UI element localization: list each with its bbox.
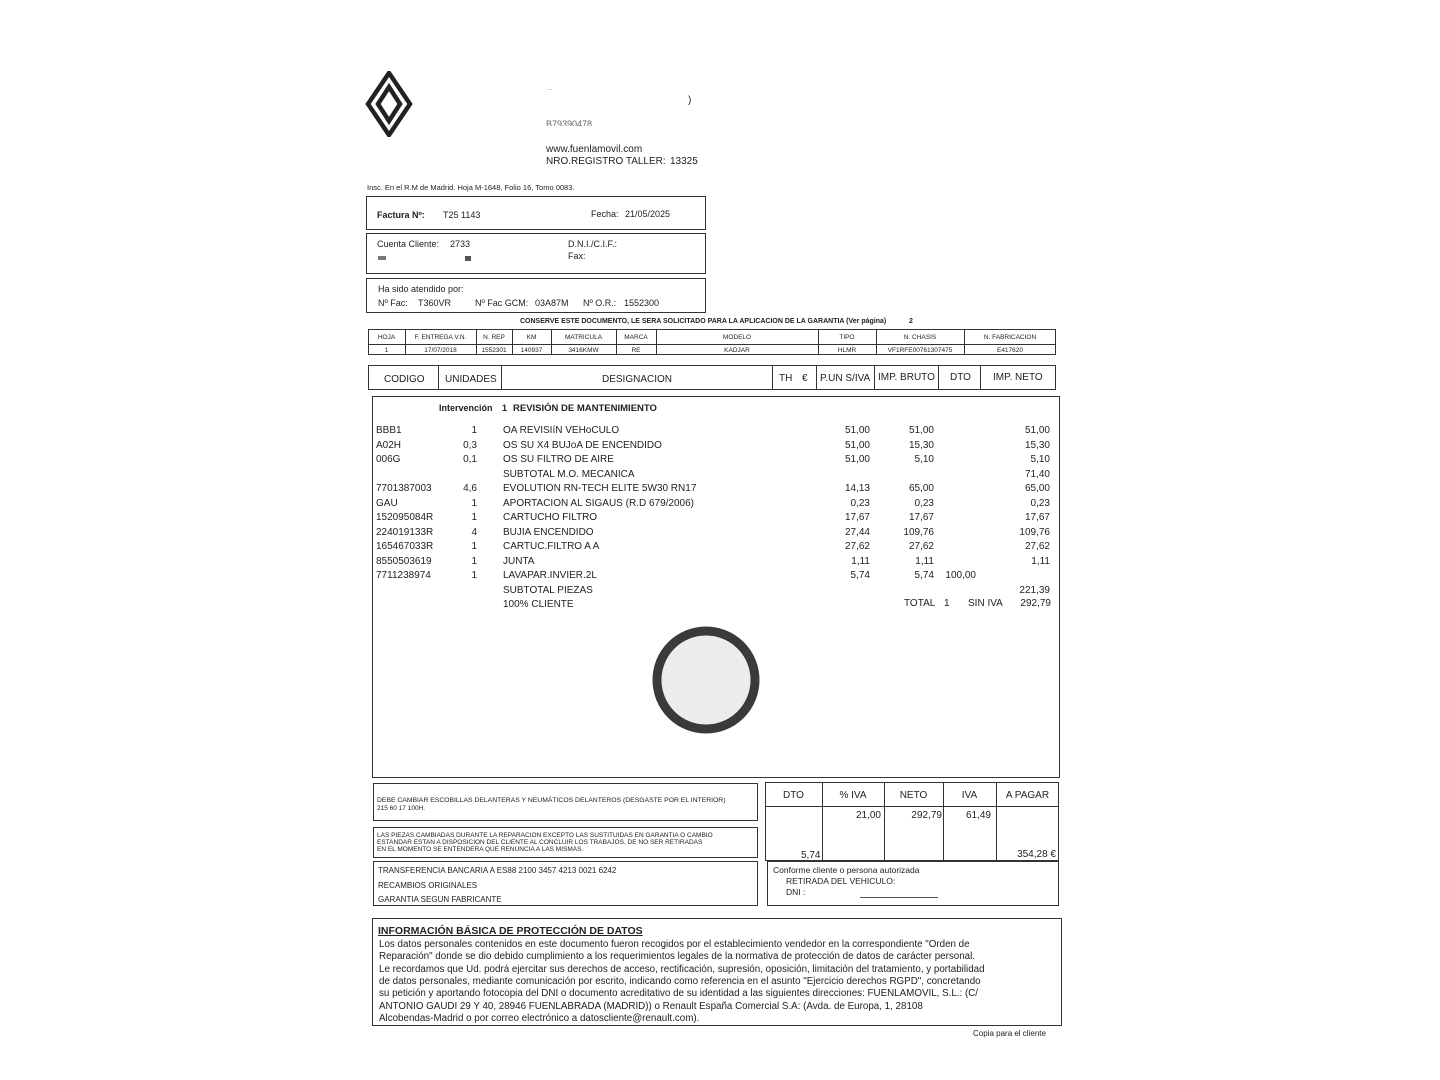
copy-label: Copia para el cliente xyxy=(973,1029,1046,1038)
invoice-date: 21/05/2025 xyxy=(625,209,671,219)
summary-dto: 5,74 xyxy=(801,850,821,861)
line-units: 1 xyxy=(471,570,477,581)
vehicle-header-8: N. CHASIS xyxy=(903,334,937,341)
line-dto: 100,00 xyxy=(945,570,976,581)
vehicle-header-9: N. FABRICACION xyxy=(983,334,1037,341)
fac-value: T360VR xyxy=(418,298,452,308)
vehicle-value-0: 1 xyxy=(384,347,389,354)
line-units: 0,1 xyxy=(463,454,477,465)
vehicle-value-7: HLMR xyxy=(837,347,857,354)
privacy-line: ANTONIO GAUDI 29 Y 40, 28946 FUENLABRADA (MADRID)) o Renault España Comercial S.A: (Avda. de Europa, 1, 28108 xyxy=(379,1000,923,1012)
line-neto: 1,11 xyxy=(1031,555,1050,567)
vehicle-value-6: KADJAR xyxy=(724,347,750,354)
col-pun: P.UN S/IVA xyxy=(820,373,871,384)
line-desc: CARTUCHO FILTRO xyxy=(503,512,598,523)
line-desc: LAVAPAR.INVIER.2L xyxy=(503,570,597,581)
gcm-value: 03A87M xyxy=(535,298,569,308)
line-bruto: 51,00 xyxy=(908,425,934,436)
line-desc: 100% CLIENTE xyxy=(503,599,574,610)
vehicle-header-1: F. ENTREGA V.N. xyxy=(414,334,467,341)
invoice-number: T25 1143 xyxy=(443,210,481,220)
line-neto: 0,23 xyxy=(1030,497,1050,509)
line-units: 4 xyxy=(471,526,477,538)
line-pun: 17,67 xyxy=(844,512,870,523)
fac-label: Nº Fac: xyxy=(378,298,408,308)
line-code: 8550503619 xyxy=(376,555,432,567)
line-units: 0,3 xyxy=(463,439,477,451)
line-pun: 14,13 xyxy=(844,483,870,494)
summary-header-3: IVA xyxy=(961,790,978,801)
gcm-label: Nº Fac GCM: xyxy=(475,298,529,308)
renault-logo xyxy=(364,71,414,137)
line-neto: 65,00 xyxy=(1024,483,1050,494)
fax-label: Fax: xyxy=(568,251,586,261)
registry-value: 13325 xyxy=(670,156,698,167)
line-code: 165467033R xyxy=(376,541,434,552)
warranty-note: GARANTIA SEGUN FABRICANTE xyxy=(378,895,502,904)
wipers-note: DEBE CAMBIAR ESCOBILLAS DELANTERAS Y NEUMÁTICOS DELANTEROS (DESGASTE POR EL INTERIOR) xyxy=(377,797,726,804)
summary-header-2: NETO xyxy=(899,790,928,801)
account-label: Cuenta Cliente: xyxy=(377,239,440,249)
conformity-line2: RETIRADA DEL VEHICULO: xyxy=(786,876,896,886)
conformity-dni: DNI : xyxy=(786,887,806,897)
line-pun: 51,00 xyxy=(844,425,870,436)
conformity-line1: Conforme cliente o persona autorizada xyxy=(773,865,920,875)
privacy-line: Alcobendas-Madrid o por correo electrónico a datoscliente@renault.com). xyxy=(379,1012,700,1024)
line-bruto: 5,10 xyxy=(914,454,934,465)
line-neto: 109,76 xyxy=(1019,526,1050,538)
vehicle-value-4: 3416KMW xyxy=(568,347,599,354)
total-sin-iva: SIN IVA xyxy=(968,598,1003,609)
privacy-line: Reparación" donde se dio debido cumplimiento a los requerimientos legales de la normativa de protección de datos de carácter personal. xyxy=(379,951,975,963)
line-desc: OA REVISIíN VEHoCULO xyxy=(503,425,620,436)
summary-pagar: 354,28 € xyxy=(1017,849,1056,860)
company-name: ... xyxy=(546,83,553,92)
redacted-mark xyxy=(378,256,386,260)
line-units: 1 xyxy=(471,555,477,567)
line-bruto: 65,00 xyxy=(908,483,934,494)
line-desc: BUJIA ENCENDIDO xyxy=(503,526,594,538)
line-units: 1 xyxy=(471,425,477,436)
line-bruto: 17,67 xyxy=(908,512,934,523)
parts-note-3: EN EL MOMENTO SE ENTENDERA QUE RENUNCIA A LAS MISMAS. xyxy=(377,846,584,853)
inscription: Insc. En el R.M de Madrid. Hoja M-1648, Folio 16, Tomo 0083. xyxy=(367,183,575,192)
privacy-line: Los datos personales contenidos en este documento fueron recogidos por el establecimiento vendedor en la correspondiente "Orden de xyxy=(379,939,970,950)
line-neto: 27,62 xyxy=(1024,541,1050,552)
summary-header-4: A PAGAR xyxy=(1005,790,1050,801)
line-bruto: 27,62 xyxy=(908,541,934,552)
line-units: 1 xyxy=(471,497,477,509)
line-pun: 27,62 xyxy=(844,541,870,552)
total-number: 1 xyxy=(944,598,950,609)
invoice-date-label: Fecha: xyxy=(591,209,619,219)
line-neto: 5,10 xyxy=(1030,454,1050,465)
intervention-title: REVISIÓN DE MANTENIMIENTO xyxy=(513,403,657,414)
summary-neto: 292,79 xyxy=(911,810,942,821)
original-parts: RECAMBIOS ORIGINALES xyxy=(378,881,478,890)
registry-label: NRO.REGISTRO TALLER: xyxy=(546,156,666,167)
warranty-notice-page: 2 xyxy=(909,318,913,325)
dni-label: D.N.I./C.I.F.: xyxy=(568,239,618,249)
line-neto: 17,67 xyxy=(1024,512,1050,523)
vehicle-value-3: 140937 xyxy=(520,347,543,354)
line-code: BBB1 xyxy=(376,425,402,436)
vehicle-header-5: MARCA xyxy=(624,334,648,341)
website: www.fuenlamovil.com xyxy=(546,144,643,155)
signature-line xyxy=(860,897,938,898)
line-code: 7701387003 xyxy=(376,483,432,494)
line-desc: OS SU X4 BUJoA DE ENCENDIDO xyxy=(503,439,662,451)
line-bruto: 109,76 xyxy=(903,526,934,538)
privacy-title: INFORMACIÓN BÁSICA DE PROTECCIÓN DE DATOS xyxy=(378,925,643,937)
company-tail: ) xyxy=(688,95,692,106)
line-bruto: 5,74 xyxy=(914,570,934,581)
privacy-line: su petición y aportando fotocopia del DNI o documento acreditativo de su identidad a las siguientes direcciones: FUENLAMOVIL, S.L.: (C/ xyxy=(379,988,979,1000)
col-neto: IMP. NETO xyxy=(993,372,1043,383)
col-dto: DTO xyxy=(950,372,971,383)
line-bruto: 1,11 xyxy=(915,555,934,567)
line-pun: 51,00 xyxy=(844,439,870,451)
line-pun: 27,44 xyxy=(844,526,870,538)
col-unidades: UNIDADES xyxy=(445,374,497,385)
parts-note-2: ESTANDAR ESTAN A DISPOSICION DEL CLIENTE AL CONCLUIR LOS TRABAJOS. DE NO SER RETIRADAS xyxy=(377,839,703,846)
line-desc: APORTACION AL SIGAUS (R.D 679/2006) xyxy=(503,497,694,509)
line-neto: 71,40 xyxy=(1024,468,1050,480)
vehicle-header-0: HOJA xyxy=(377,334,396,341)
line-desc: EVOLUTION RN-TECH ELITE 5W30 RN17 xyxy=(503,483,697,494)
tyre-note: 215 60 17 100H. xyxy=(377,805,426,812)
or-value: 1552300 xyxy=(624,298,660,308)
line-desc: JUNTA xyxy=(503,555,535,567)
total-label: TOTAL xyxy=(904,598,936,609)
bank-transfer: TRANSFERENCIA BANCARIA A ES88 2100 3457 4213 0021 6242 xyxy=(378,866,617,875)
line-desc: CARTUC.FILTRO A A xyxy=(503,541,600,552)
vehicle-header-6: MODELO xyxy=(722,334,752,341)
intervention-number: 1 xyxy=(502,403,508,413)
line-units: 1 xyxy=(471,541,477,552)
parts-note-1: LAS PIEZAS CAMBIADAS DURANTE LA REPARACION EXCEPTO LAS SUSTITUIDAS EN GARANTIA O CAMBIO xyxy=(377,832,713,839)
line-desc: OS SU FILTRO DE AIRE xyxy=(503,454,614,465)
line-desc: SUBTOTAL M.O. MECANICA xyxy=(503,468,635,480)
line-units: 4,6 xyxy=(463,483,477,494)
col-bruto: IMP. BRUTO xyxy=(878,372,935,383)
vehicle-value-9: E417620 xyxy=(996,347,1024,354)
redacted-mark xyxy=(465,256,471,261)
vehicle-header-3: KM xyxy=(526,334,537,341)
vehicle-value-8: VF1RFE00761307475 xyxy=(887,347,953,354)
line-pun: 1,11 xyxy=(851,555,870,567)
line-neto: 51,00 xyxy=(1024,425,1050,436)
stamp-circle xyxy=(650,624,762,736)
line-neto: 221,39 xyxy=(1019,584,1050,596)
or-label: Nº O.R.: xyxy=(583,298,617,308)
account-value: 2733 xyxy=(450,239,471,249)
line-code: 006G xyxy=(376,454,401,465)
line-pun: 5,74 xyxy=(850,570,870,581)
summary-iva: 61,49 xyxy=(965,810,991,821)
total-value: 292,79 xyxy=(1020,598,1051,609)
line-units: 1 xyxy=(471,512,477,523)
vehicle-value-2: 1552301 xyxy=(481,347,507,354)
line-code: 224019133R xyxy=(376,526,434,538)
vehicle-header-2: N. REP xyxy=(483,334,505,341)
attended-title: Ha sido atendido por: xyxy=(378,284,464,294)
line-code: GAU xyxy=(376,497,398,509)
col-euro: € xyxy=(802,373,808,384)
warranty-notice: CONSERVE ESTE DOCUMENTO, LE SERA SOLICITADO PARA LA APLICACION DE LA GARANTIA (Ver página) xyxy=(520,318,887,325)
col-designacion: DESIGNACION xyxy=(602,374,673,385)
intervention-label: Intervención xyxy=(439,403,493,413)
line-code: A02H xyxy=(376,439,402,451)
col-th: TH xyxy=(779,373,793,384)
line-neto: 15,30 xyxy=(1024,439,1050,451)
line-desc: SUBTOTAL PIEZAS xyxy=(503,584,593,596)
line-code: 7711238974 xyxy=(376,570,431,581)
invoice-number-label: Factura Nº: xyxy=(377,210,425,220)
summary-header-1: % IVA xyxy=(839,790,867,801)
line-pun: 51,00 xyxy=(844,454,870,465)
col-codigo: CODIGO xyxy=(384,374,425,385)
line-code: 152095084R xyxy=(376,512,434,523)
summary-header-0: DTO xyxy=(783,790,804,801)
vehicle-value-1: 17/07/2018 xyxy=(424,347,457,354)
line-pun: 0,23 xyxy=(850,497,870,509)
vehicle-header-7: TIPO xyxy=(839,334,855,341)
line-bruto: 0,23 xyxy=(914,497,934,509)
line-bruto: 15,30 xyxy=(908,439,934,451)
summary-iva-pct: 21,00 xyxy=(855,810,881,821)
company-id: B79390478 xyxy=(546,119,593,126)
vehicle-value-5: RE xyxy=(631,347,641,354)
vehicle-header-4: MATRICULA xyxy=(564,334,603,341)
privacy-line: Le recordamos que Ud. podrá ejercitar sus derechos de acceso, rectificación, supresión, oposición, limitación del tratamiento, y portabilidad xyxy=(379,963,985,975)
privacy-line: de datos personales, mediante comunicación por escrito, indicando como referencia en el asunto "Ejercicio derechos RGPD", concretando xyxy=(379,975,981,987)
